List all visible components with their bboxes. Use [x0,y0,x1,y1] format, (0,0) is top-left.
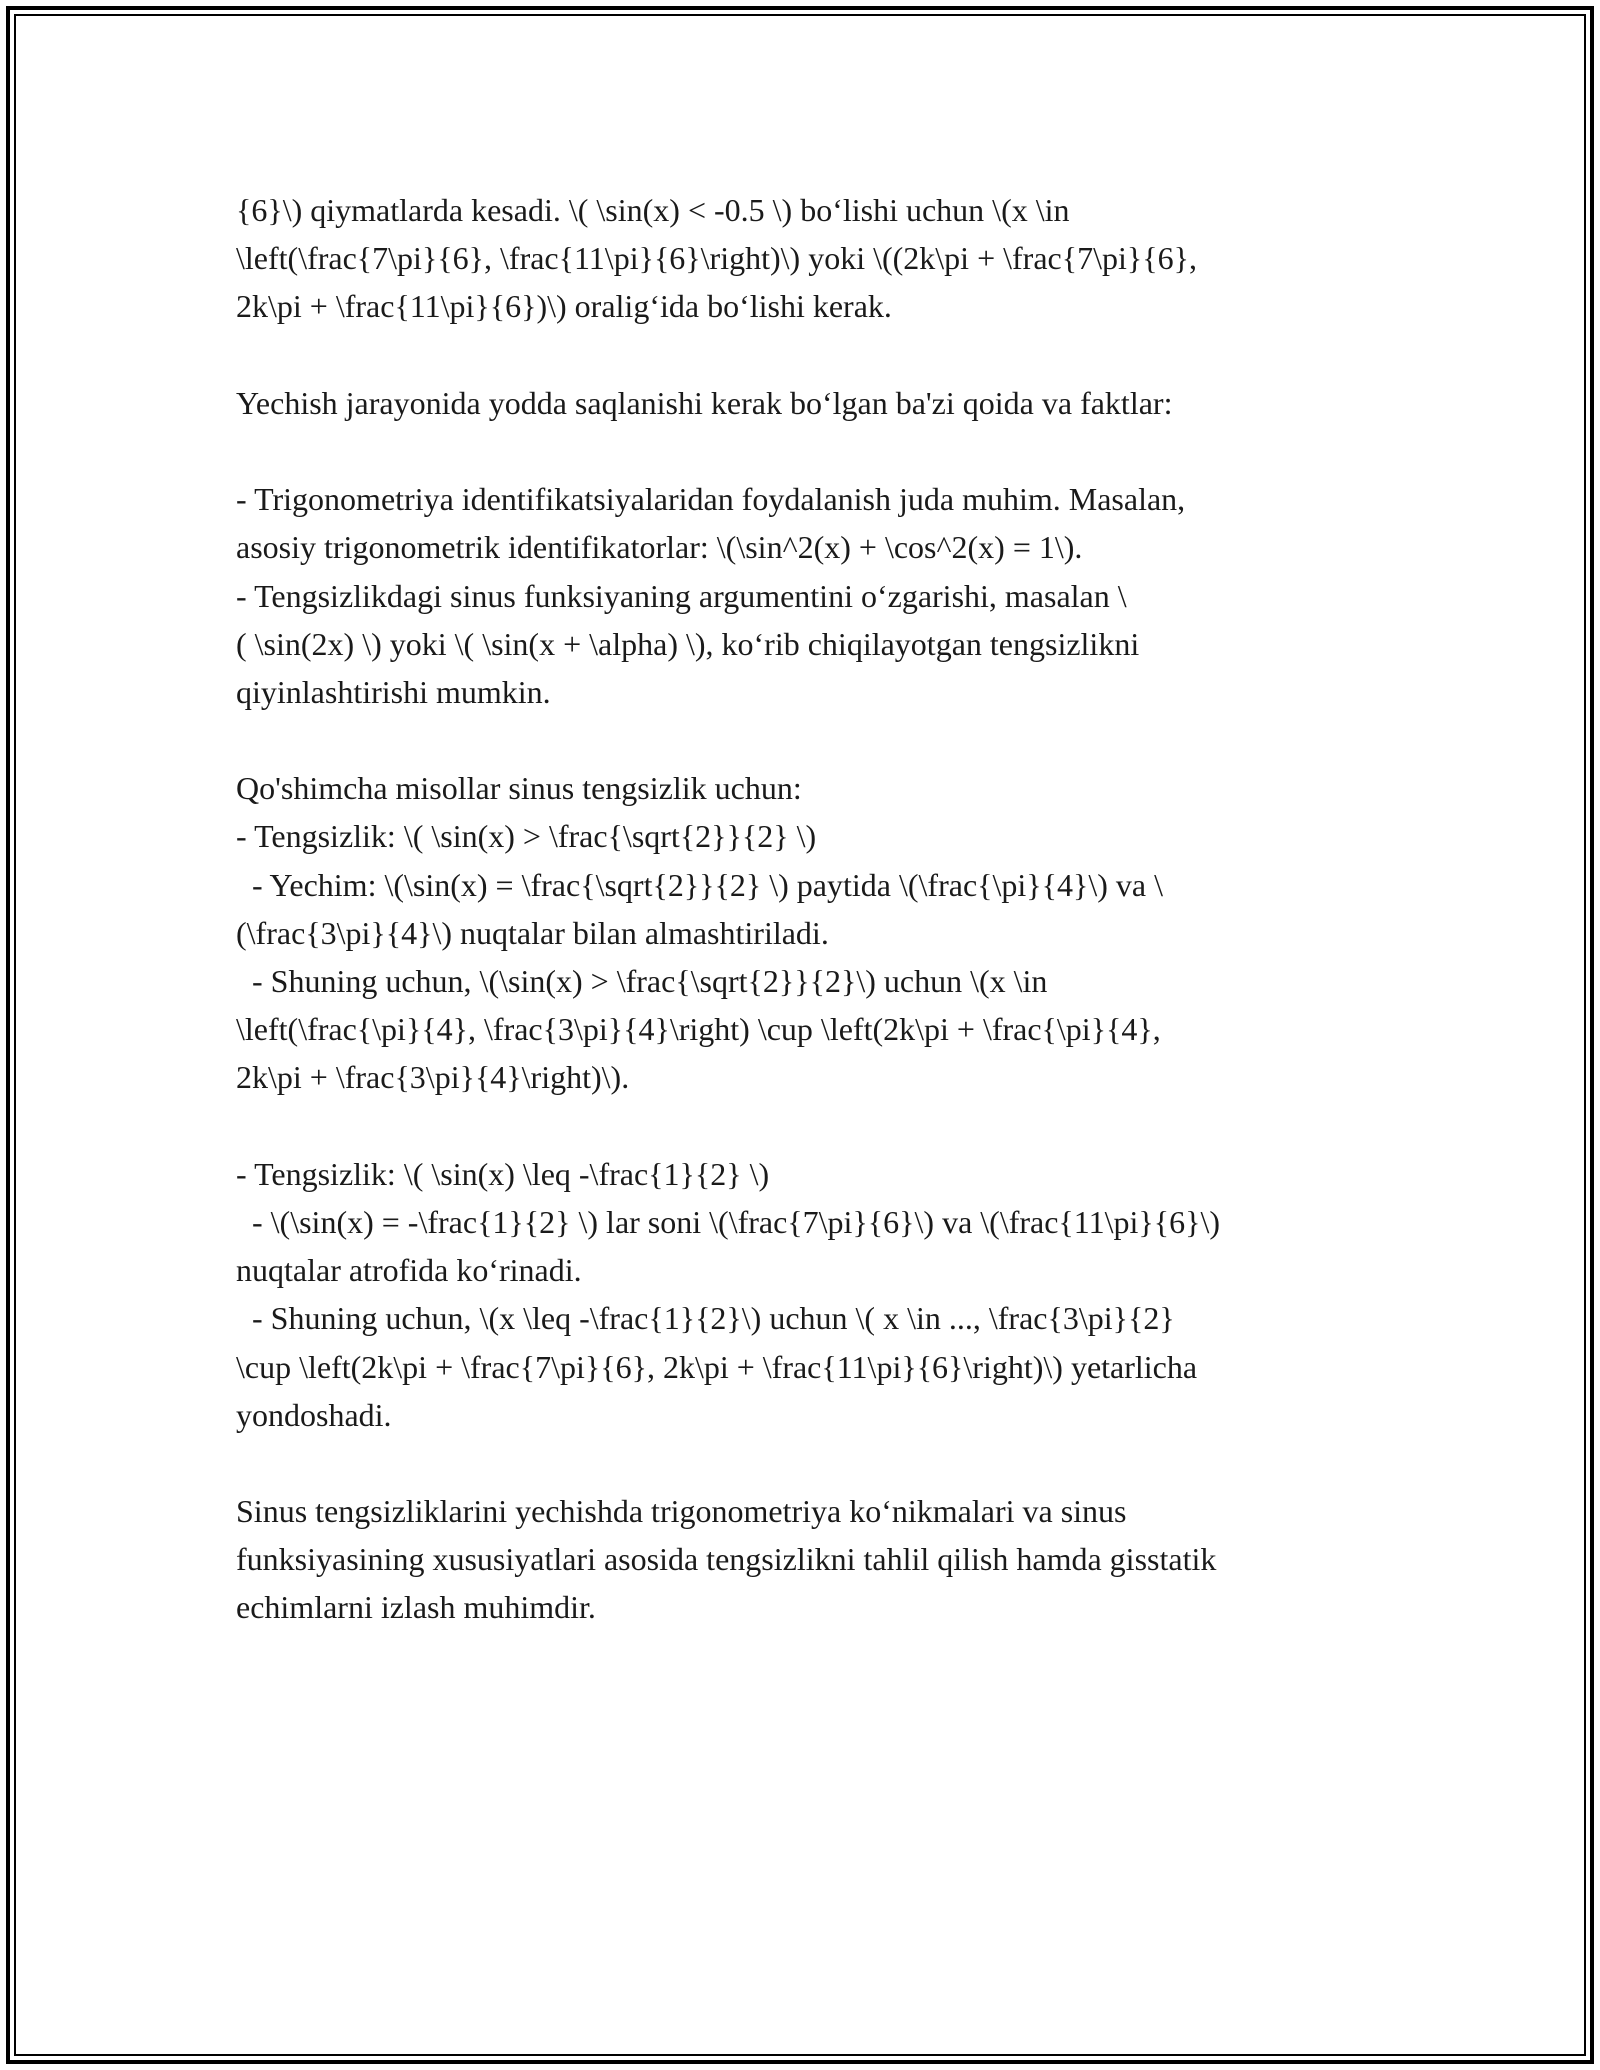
text-line: asosiy trigonometrik identifikatorlar: \(\sin^2(x) + \cos^2(x) = 1\). [236,529,1083,566]
text-line: \left(\frac{7\pi}{6}, \frac{11\pi}{6}\right)\) yoki \((2k\pi + \frac{7\pi}{6}, [236,240,1197,277]
text-line: funksiyasining xususiyatlari asosida tengsizlikni tahlil qilish hamda gisstatik [236,1541,1217,1578]
text-line: echimlarni izlash muhimdir. [236,1589,596,1626]
text-line: - Trigonometriya identifikatsiyalaridan foydalanish juda muhim. Masalan, [236,481,1186,518]
text-line: - Yechim: \(\sin(x) = \frac{\sqrt{2}}{2} \) paytida \(\frac{\pi}{4}\) va \ [236,866,1163,903]
paragraph-rules-intro [236,379,1376,427]
text-line: - Tengsizlik: \( \sin(x) \leq -\frac{1}{2} \) [236,1155,770,1192]
paragraph-spacer [236,716,1376,764]
text-line: Sinus tengsizliklarini yechishda trigonometriya ko‘nikmalari va sinus [236,1493,1127,1530]
text-line: Qo'shimcha misollar sinus tengsizlik uchun: [236,770,802,807]
text-line: (\frac{3\pi}{4}\) nuqtalar bilan almashtiriladi. [236,914,829,951]
text-line: \cup \left(2k\pi + \frac{7\pi}{6}, 2k\pi + \frac{11\pi}{6}\right)\) yetarlicha [236,1348,1198,1385]
paragraph-conclusion [236,1487,1376,1632]
text-line: \left(\frac{\pi}{4}, \frac{3\pi}{4}\right) \cup \left(2k\pi + \frac{\pi}{4}, [236,1011,1161,1048]
text-line: {6}\) qiymatlarda kesadi. \( \sin(x) < -0.5 \) bo‘lishi uchun \(x \in [236,192,1070,228]
text-line: Yechish jarayonida yodda saqlanishi kerak bo‘lgan ba'zi qoida va faktlar: [236,384,1173,421]
text-line: ( \sin(2x) \) yoki \( \sin(x + \alpha) \), ko‘rib chiqilayotgan tengsizlikni [236,625,1140,662]
paragraph-rules-list [236,475,1376,716]
text-line: - \(\sin(x) = -\frac{1}{2} \) lar soni \(\frac{7\pi}{6}\) va \(\frac{11\pi}{6}\) [236,1203,1220,1240]
text-line: yondoshadi. [236,1396,392,1433]
text-line: - Tengsizlik: \( \sin(x) > \frac{\sqrt{2}}{2} \) [236,818,817,855]
paragraph-example-one [236,764,1376,1101]
text-line: 2k\pi + \frac{3\pi}{4}\right)\). [236,1059,630,1096]
paragraph-spacer [236,331,1376,379]
text-line: - Shuning uchun, \(x \leq -\frac{1}{2}\) uchun \( x \in ..., \frac{3\pi}{2} [236,1300,1175,1337]
document-body [236,186,1376,1632]
paragraph-solution-interval [236,186,1376,331]
paragraph-spacer [236,1102,1376,1150]
paragraph-example-two [236,1150,1376,1439]
text-line: nuqtalar atrofida ko‘rinadi. [236,1252,582,1289]
paragraph-spacer [236,1439,1376,1487]
text-line: 2k\pi + \frac{11\pi}{6})\) oralig‘ida bo‘lishi kerak. [236,288,892,325]
text-line: - Tengsizlikdagi sinus funksiyaning argumentini o‘zgarishi, masalan \ [236,577,1127,614]
text-line: qiyinlashtirishi mumkin. [236,673,551,710]
paragraph-spacer [236,427,1376,475]
text-line: - Shuning uchun, \(\sin(x) > \frac{\sqrt{2}}{2}\) uchun \(x \in [236,963,1048,999]
